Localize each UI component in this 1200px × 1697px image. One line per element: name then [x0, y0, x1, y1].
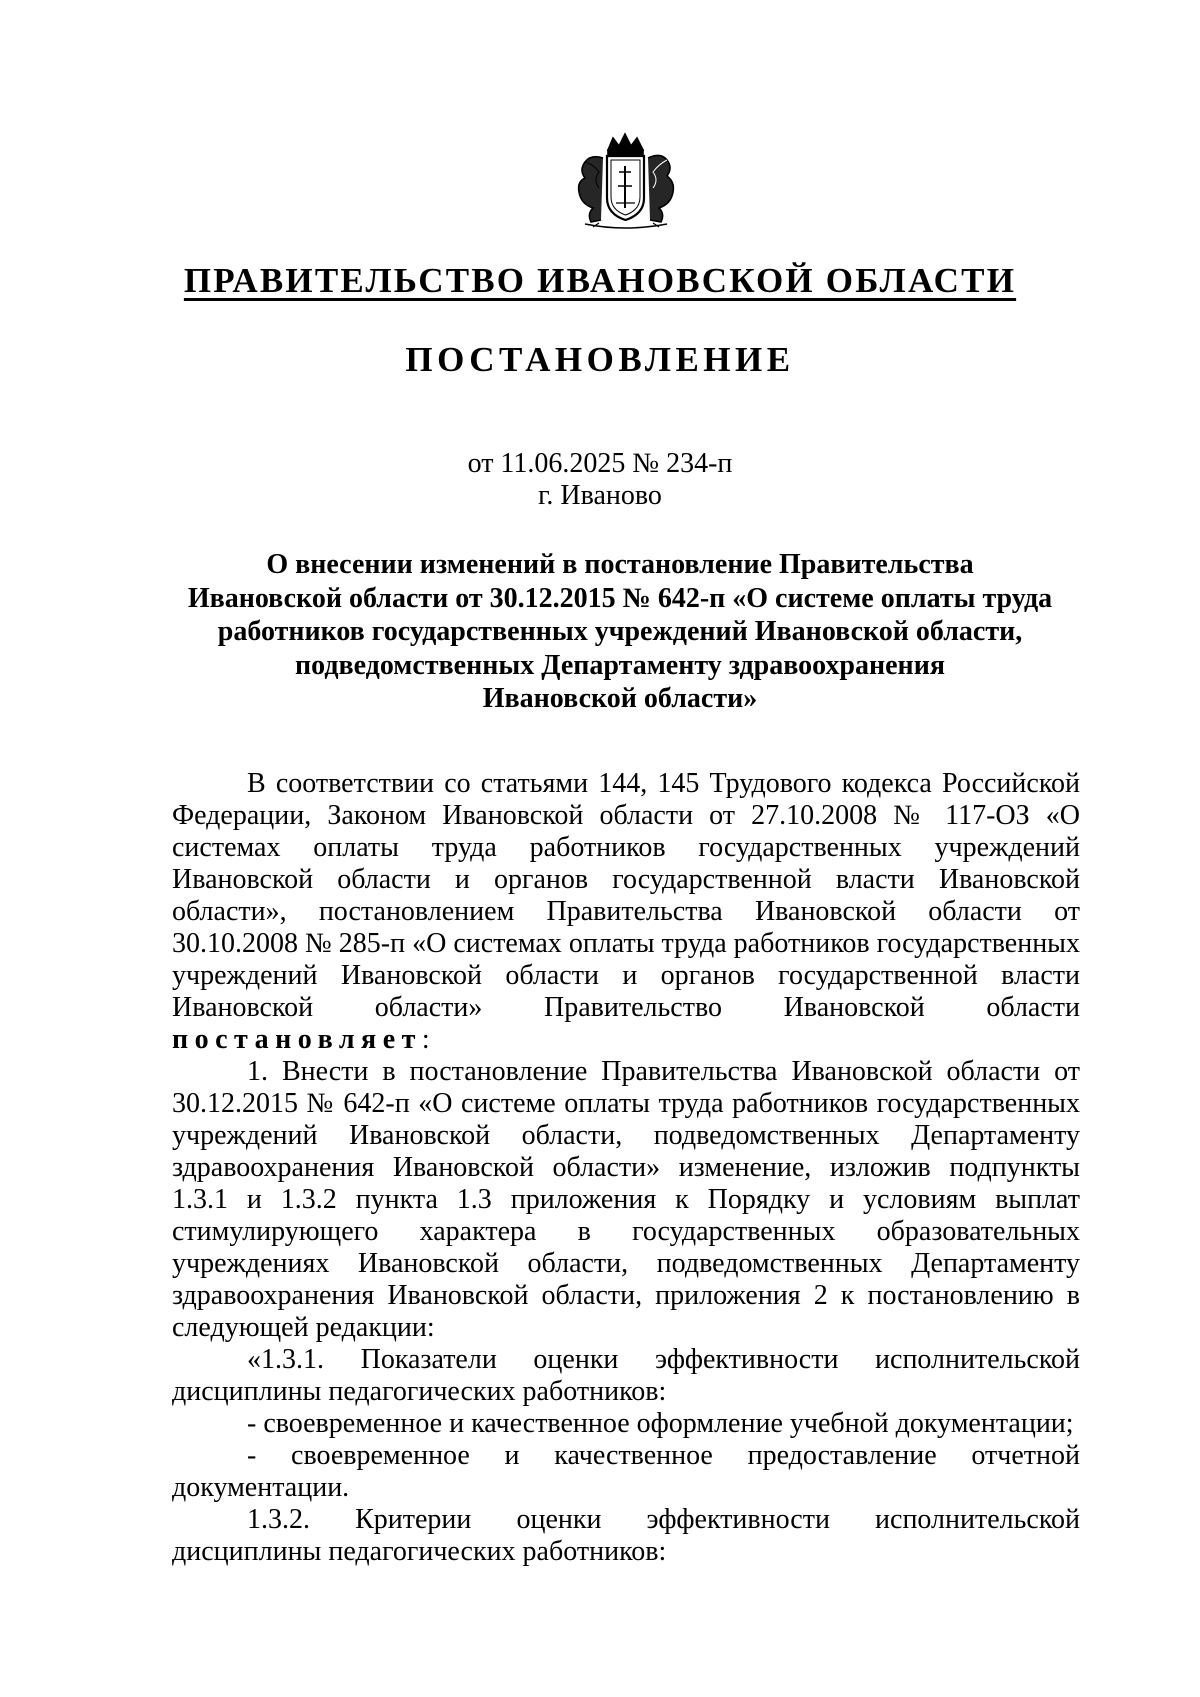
subitem-1-3-1: «1.3.1. Показатели оценки эффективности исполнительской дисциплины педагогических работников: — [172, 1344, 1080, 1407]
city: г. Иваново — [538, 480, 662, 511]
subitem-1-3-2: 1.3.2. Критерии оценки эффективности исполнительской дисциплины педагогических работников: — [172, 1504, 1080, 1567]
title-line: подведомственных Департаменту здравоохранения — [295, 649, 945, 681]
document-title — [170, 548, 1070, 716]
resolves-word: постановляет — [172, 1024, 422, 1055]
resolves-colon: : — [421, 1024, 430, 1055]
government-name: ПРАВИТЕЛЬСТВО ИВАНОВСКОЙ ОБЛАСТИ — [183, 261, 1017, 300]
title-line: Ивановской области от 30.12.2015 № 642-п «О системе оплаты труда — [187, 582, 1053, 614]
title-line: работников государственных учреждений Ивановской области, — [217, 616, 1023, 647]
document-type: ПОСТАНОВЛЕНИЕ — [405, 340, 795, 379]
coat-of-arms-icon — [563, 128, 688, 233]
item-1-paragraph: 1. Внести в постановление Правительства Ивановской области от 30.12.2015 № 642-п «О системе оплаты труда работников государственных учреждений Ивановской области, подведомственных Департаменту здравоохранения Ивановской области» изменение, изложив подпункты 1.3.1 и 1.3.2 пункта 1.3 приложения к Порядку и условиям выплат стимулирующего характера в государственных образовательных учреждениях Ивановской области, подведомственных Департаменту здравоохранения Ивановской области, приложения 2 к постановлению в следующей редакции: — [172, 1056, 1080, 1343]
bullet-item: - своевременное и качественное предоставление отчетной документации. — [172, 1440, 1080, 1503]
document-body — [172, 768, 1080, 1568]
title-line: Ивановской области» — [482, 683, 758, 714]
date-number: от 11.06.2025 № 234-п — [467, 448, 733, 479]
preamble-text: В соответствии со статьями 144, 145 Трудового кодекса Российской Федерации, Законом Ивановской области от 27.10.2008 № 117-ОЗ «О системах оплаты труда работников государственных учреждений Ивановской области и органов государственной власти Ивановской области», постановлением Правительства Ивановской области от 30.10.2008 № 285-п «О системах оплаты труда работников государственных учреждений Ивановской области и органов государственной власти Ивановской области» Правительство Ивановской области — [172, 768, 1080, 1023]
title-line: О внесении изменений в постановление Правительства — [266, 549, 974, 580]
preamble-paragraph — [172, 768, 1080, 1056]
bullet-item: - своевременное и качественное оформление учебной документации; — [247, 1408, 1074, 1439]
